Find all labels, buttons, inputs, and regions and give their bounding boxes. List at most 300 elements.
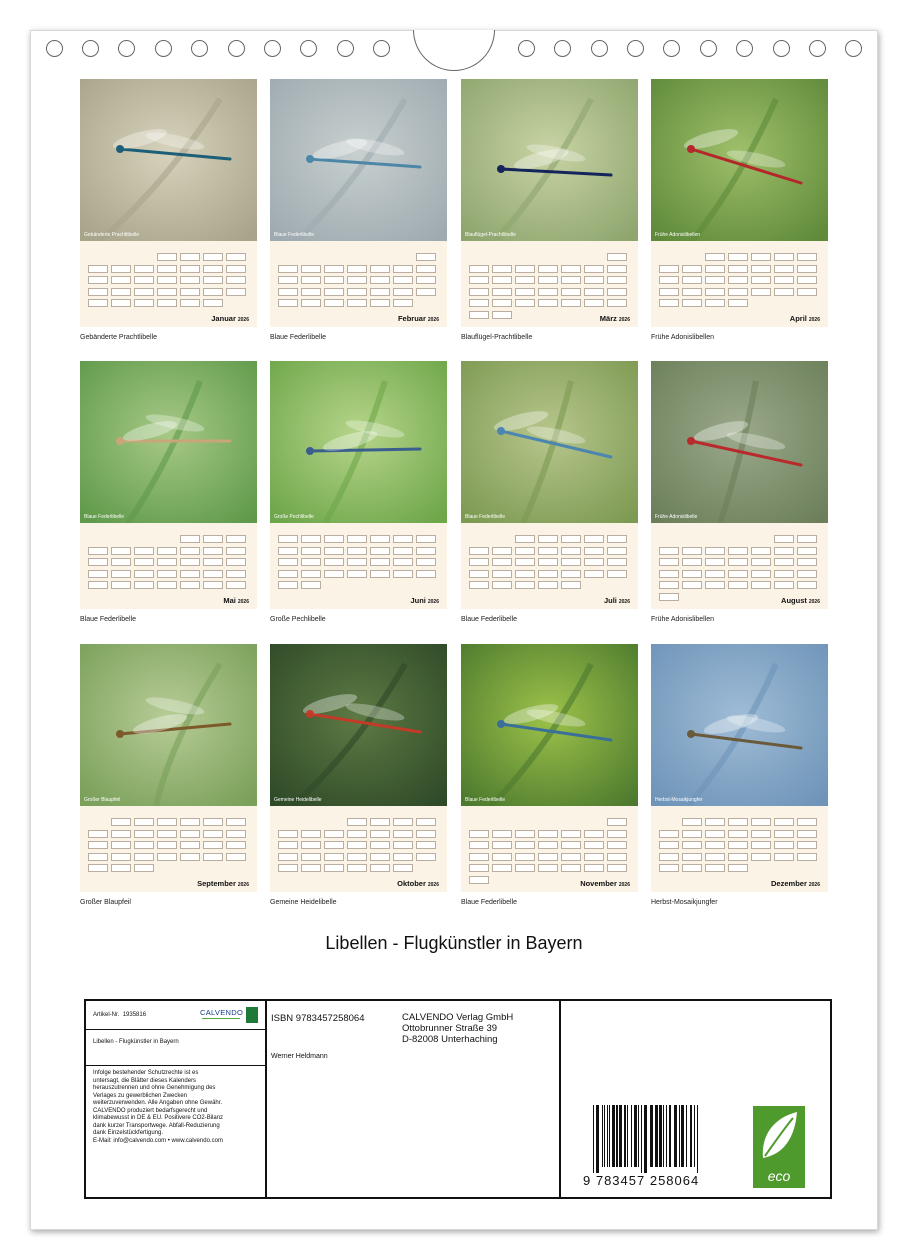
dragonfly-photo — [270, 361, 447, 523]
day-cell — [416, 535, 436, 543]
weekday-marker: · — [279, 529, 280, 533]
day-cell — [347, 830, 367, 838]
weekday-marker: · — [798, 812, 799, 816]
day-cell — [134, 830, 154, 838]
day-cell — [157, 276, 177, 284]
day-cell — [88, 841, 108, 849]
weekday-marker: · — [752, 247, 753, 251]
day-cell — [774, 547, 794, 555]
dragonfly-photo — [270, 79, 447, 241]
day-cell — [301, 535, 321, 543]
day-cell — [226, 288, 246, 296]
barcode-bar — [631, 1105, 632, 1167]
month-label: März — [599, 314, 617, 323]
day-cell — [682, 288, 702, 296]
day-cell — [301, 265, 321, 273]
day-cell — [88, 288, 108, 296]
barcode-bar — [596, 1105, 599, 1173]
month-calendar-grid — [651, 523, 828, 609]
weekday-marker: · — [204, 529, 205, 533]
day-cell — [301, 299, 321, 307]
binding-ring — [700, 40, 717, 57]
day-cell — [797, 558, 817, 566]
author: Werner Heldmann — [271, 1053, 328, 1060]
year-label: 2026 — [237, 317, 249, 323]
photo-label: Frühe Adonislibellen — [655, 232, 701, 238]
day-cell — [774, 558, 794, 566]
weekday-marker: · — [89, 247, 90, 251]
eco-badge — [753, 1106, 805, 1188]
photo-label: Blaue Federlibelle — [465, 797, 506, 803]
day-cell — [659, 581, 679, 589]
barcode-bars — [583, 1105, 723, 1173]
logo-mark-icon — [246, 1007, 258, 1023]
day-cell — [134, 841, 154, 849]
day-cell — [111, 581, 131, 589]
day-cell — [111, 841, 131, 849]
day-cell — [226, 841, 246, 849]
isbn: ISBN 9783457258064 — [271, 1013, 365, 1024]
day-cell — [659, 558, 679, 566]
day-cell — [728, 265, 748, 273]
day-cell — [584, 570, 604, 578]
binding-ring — [663, 40, 680, 57]
legal-line: Verlages zu gewerblichen Zwecken — [93, 1092, 188, 1099]
day-cell — [203, 299, 223, 307]
day-cell — [347, 288, 367, 296]
day-cell — [370, 547, 390, 555]
day-cell — [492, 841, 512, 849]
legal-line: herauszutrennen und ohne Genehmigung des — [93, 1085, 216, 1091]
day-cell — [301, 864, 321, 872]
weekday-marker: · — [660, 247, 661, 251]
day-cell — [347, 299, 367, 307]
day-cell — [774, 841, 794, 849]
month-name — [600, 314, 630, 323]
day-cell — [111, 558, 131, 566]
month-panel — [461, 79, 638, 349]
day-cell — [728, 853, 748, 861]
day-cell — [538, 547, 558, 555]
month-panel — [461, 644, 638, 914]
binding-ring — [518, 40, 535, 57]
month-name — [211, 314, 249, 323]
day-cell — [774, 581, 794, 589]
day-cell — [469, 853, 489, 861]
day-cell — [584, 830, 604, 838]
day-cell — [705, 570, 725, 578]
day-cell — [705, 841, 725, 849]
year-label: 2026 — [237, 882, 249, 888]
weekday-marker: · — [279, 812, 280, 816]
day-cell — [584, 299, 604, 307]
day-cell — [774, 830, 794, 838]
day-cell — [584, 853, 604, 861]
day-cell — [416, 547, 436, 555]
weekday-marker: · — [302, 529, 303, 533]
day-cell — [88, 558, 108, 566]
barcode-bar — [650, 1105, 653, 1167]
day-cell — [728, 818, 748, 826]
year-label: 2026 — [427, 599, 439, 605]
day-cell — [751, 581, 771, 589]
day-cell — [111, 547, 131, 555]
day-cell — [226, 253, 246, 261]
day-cell — [416, 841, 436, 849]
day-cell — [301, 841, 321, 849]
weekday-marker: · — [158, 529, 159, 533]
day-cell — [797, 265, 817, 273]
month-calendar-grid — [651, 806, 828, 892]
weekday-marker: · — [562, 812, 563, 816]
month-name — [790, 314, 820, 323]
weekday-marker: · — [227, 529, 228, 533]
day-cell — [134, 276, 154, 284]
weekday-marker: · — [706, 529, 707, 533]
day-cell — [469, 581, 489, 589]
day-cell — [705, 547, 725, 555]
day-cell — [393, 864, 413, 872]
day-cell — [88, 864, 108, 872]
photo-label: Blauflügel-Prachtlibelle — [465, 232, 516, 238]
month-caption: Große Pechlibelle — [270, 616, 326, 623]
month-label: Februar — [397, 314, 426, 323]
weekday-marker: · — [227, 247, 228, 251]
legal-line: weiterzuverwenden. Alle Angaben ohne Gewähr. — [93, 1100, 223, 1106]
day-cell — [370, 288, 390, 296]
barcode-bar — [612, 1105, 615, 1167]
weekday-marker: · — [608, 529, 609, 533]
barcode-bar — [607, 1105, 608, 1167]
legal-line: dank Einzelstückfertigung. — [93, 1130, 164, 1136]
day-cell — [607, 841, 627, 849]
barcode-bar — [634, 1105, 637, 1167]
day-cell — [774, 276, 794, 284]
day-cell — [584, 547, 604, 555]
day-cell — [393, 276, 413, 284]
day-cell — [797, 288, 817, 296]
weekday-marker: · — [394, 529, 395, 533]
day-cell — [469, 876, 489, 884]
day-cell — [88, 265, 108, 273]
weekday-marker: · — [706, 812, 707, 816]
day-cell — [416, 288, 436, 296]
day-cell — [705, 853, 725, 861]
day-cell — [469, 276, 489, 284]
day-cell — [88, 581, 108, 589]
month-panel — [651, 361, 828, 631]
legal-text — [93, 1070, 263, 1145]
barcode-bar — [641, 1105, 642, 1173]
day-cell — [659, 547, 679, 555]
barcode-bar — [674, 1105, 677, 1167]
year-label: 2026 — [427, 882, 439, 888]
day-cell — [774, 853, 794, 861]
day-cell — [751, 818, 771, 826]
weekday-marker: · — [729, 529, 730, 533]
dragonfly-photo — [651, 79, 828, 241]
day-cell — [538, 558, 558, 566]
day-cell — [584, 864, 604, 872]
day-cell — [157, 253, 177, 261]
month-caption: Großer Blaupfeil — [80, 899, 131, 906]
day-cell — [111, 288, 131, 296]
day-cell — [515, 547, 535, 555]
weekday-marker: · — [775, 247, 776, 251]
article-number: Artikel-Nr. 1935816 — [93, 1012, 147, 1018]
binding-ring — [373, 40, 390, 57]
month-label: Mai — [223, 596, 236, 605]
day-cell — [584, 265, 604, 273]
day-cell — [728, 288, 748, 296]
day-cell — [538, 570, 558, 578]
day-cell — [751, 570, 771, 578]
day-cell — [584, 558, 604, 566]
weekday-marker: · — [470, 529, 471, 533]
day-cell — [682, 570, 702, 578]
day-cell — [469, 570, 489, 578]
divider — [86, 1065, 265, 1066]
month-caption: Frühe Adonislibellen — [651, 334, 715, 341]
day-cell — [393, 853, 413, 861]
weekday-marker: · — [798, 247, 799, 251]
day-cell — [416, 830, 436, 838]
day-cell — [682, 547, 702, 555]
day-cell — [278, 265, 298, 273]
publisher-line: CALVENDO Verlag GmbH — [402, 1012, 514, 1023]
day-cell — [278, 853, 298, 861]
publisher-line: Ottobrunner Straße 39 — [402, 1023, 498, 1034]
month-calendar-grid — [80, 523, 257, 609]
day-cell — [584, 288, 604, 296]
day-cell — [157, 830, 177, 838]
day-cell — [797, 830, 817, 838]
day-cell — [324, 276, 344, 284]
month-name — [410, 596, 439, 605]
day-cell — [203, 547, 223, 555]
day-cell — [370, 558, 390, 566]
month-label: Januar — [211, 314, 236, 323]
dragonfly-photo — [80, 79, 257, 241]
day-cell — [469, 864, 489, 872]
day-cell — [515, 570, 535, 578]
day-cell — [561, 853, 581, 861]
weekday-marker: · — [371, 812, 372, 816]
day-cell — [347, 841, 367, 849]
weekday-marker: · — [539, 812, 540, 816]
month-label: Juni — [410, 596, 426, 605]
day-cell — [728, 841, 748, 849]
day-cell — [659, 288, 679, 296]
day-cell — [774, 818, 794, 826]
day-cell — [492, 299, 512, 307]
barcode-bar — [638, 1105, 639, 1167]
day-cell — [393, 535, 413, 543]
day-cell — [682, 276, 702, 284]
calvendo-brand: CALVENDO — [200, 1008, 244, 1017]
day-cell — [278, 570, 298, 578]
day-cell — [492, 853, 512, 861]
day-cell — [157, 853, 177, 861]
day-cell — [134, 581, 154, 589]
weekday-marker: · — [348, 247, 349, 251]
day-cell — [659, 276, 679, 284]
day-cell — [515, 853, 535, 861]
day-cell — [561, 841, 581, 849]
day-cell — [682, 853, 702, 861]
binding-ring — [155, 40, 172, 57]
day-cell — [515, 581, 535, 589]
day-cell — [705, 265, 725, 273]
weekday-marker: · — [325, 812, 326, 816]
month-panel — [80, 361, 257, 631]
day-cell — [515, 288, 535, 296]
barcode-bar — [624, 1105, 626, 1167]
day-cell — [561, 558, 581, 566]
weekday-marker: · — [516, 529, 517, 533]
day-cell — [705, 558, 725, 566]
barcode-bar — [681, 1105, 684, 1167]
day-cell — [347, 276, 367, 284]
day-cell — [607, 265, 627, 273]
month-name — [398, 314, 439, 323]
day-cell — [324, 535, 344, 543]
day-cell — [492, 558, 512, 566]
barcode-bar — [694, 1105, 695, 1167]
day-cell — [180, 853, 200, 861]
binding-ring — [627, 40, 644, 57]
barcode-bar — [686, 1105, 687, 1167]
weekday-marker: · — [752, 812, 753, 816]
day-cell — [88, 547, 108, 555]
day-cell — [324, 570, 344, 578]
day-cell — [705, 830, 725, 838]
day-cell — [278, 288, 298, 296]
day-cell — [607, 570, 627, 578]
photo-label: Blaue Federlibelle — [84, 514, 125, 520]
day-cell — [278, 535, 298, 543]
day-cell — [515, 841, 535, 849]
day-cell — [469, 288, 489, 296]
day-cell — [157, 288, 177, 296]
barcode-bar — [604, 1105, 605, 1167]
day-cell — [538, 288, 558, 296]
day-cell — [393, 299, 413, 307]
day-cell — [492, 265, 512, 273]
barcode-bar — [663, 1105, 664, 1167]
day-cell — [88, 299, 108, 307]
barcode-bar — [593, 1105, 594, 1173]
day-cell — [797, 853, 817, 861]
weekday-marker: · — [493, 812, 494, 816]
binding-ring — [591, 40, 608, 57]
dragonfly-photo — [461, 644, 638, 806]
day-cell — [682, 818, 702, 826]
weekday-marker: · — [302, 247, 303, 251]
day-cell — [797, 547, 817, 555]
day-cell — [324, 547, 344, 555]
month-name — [397, 879, 439, 888]
month-panel — [80, 79, 257, 349]
day-cell — [561, 570, 581, 578]
day-cell — [226, 558, 246, 566]
binding-ring — [118, 40, 135, 57]
day-cell — [797, 841, 817, 849]
day-cell — [180, 253, 200, 261]
weekday-marker: · — [348, 529, 349, 533]
day-cell — [492, 830, 512, 838]
day-cell — [751, 276, 771, 284]
day-cell — [347, 818, 367, 826]
weekday-marker: · — [608, 247, 609, 251]
year-label: 2026 — [427, 317, 439, 323]
barcode-bar — [690, 1105, 692, 1167]
day-cell — [515, 535, 535, 543]
day-cell — [301, 288, 321, 296]
dragonfly-photo — [651, 644, 828, 806]
day-cell — [370, 841, 390, 849]
day-cell — [469, 299, 489, 307]
day-cell — [88, 276, 108, 284]
month-calendar-grid — [270, 806, 447, 892]
day-cell — [134, 558, 154, 566]
month-name — [223, 596, 249, 605]
day-cell — [203, 818, 223, 826]
weekday-marker: · — [660, 529, 661, 533]
day-cell — [728, 570, 748, 578]
binding-ring — [809, 40, 826, 57]
barcode-bar — [697, 1105, 698, 1173]
day-cell — [111, 818, 131, 826]
day-cell — [370, 265, 390, 273]
month-panel — [270, 644, 447, 914]
day-cell — [469, 547, 489, 555]
dragonfly-photo — [270, 644, 447, 806]
day-cell — [157, 265, 177, 273]
month-panel — [80, 644, 257, 914]
month-caption: Herbst-Mosaikjungfer — [651, 899, 718, 906]
month-name — [197, 879, 249, 888]
day-cell — [111, 276, 131, 284]
day-cell — [180, 276, 200, 284]
day-cell — [682, 581, 702, 589]
day-cell — [561, 547, 581, 555]
weekday-marker: · — [585, 247, 586, 251]
day-cell — [157, 570, 177, 578]
day-cell — [515, 265, 535, 273]
month-caption: Gemeine Heidelibelle — [270, 899, 337, 906]
day-cell — [561, 276, 581, 284]
weekday-marker: · — [371, 529, 372, 533]
day-cell — [538, 265, 558, 273]
day-cell — [180, 581, 200, 589]
day-cell — [157, 547, 177, 555]
day-cell — [515, 864, 535, 872]
day-cell — [301, 853, 321, 861]
day-cell — [180, 299, 200, 307]
day-cell — [370, 570, 390, 578]
month-calendar-grid — [80, 241, 257, 327]
weekday-marker: · — [683, 529, 684, 533]
info-box — [84, 999, 832, 1199]
weekday-marker: · — [585, 529, 586, 533]
day-cell — [203, 276, 223, 284]
legal-line: E-Mail: info@calvendo.com • www.calvendo.com — [93, 1137, 223, 1144]
leaf-icon — [753, 1106, 805, 1166]
barcode-bar — [616, 1105, 618, 1167]
month-calendar-grid — [461, 241, 638, 327]
day-cell — [728, 253, 748, 261]
